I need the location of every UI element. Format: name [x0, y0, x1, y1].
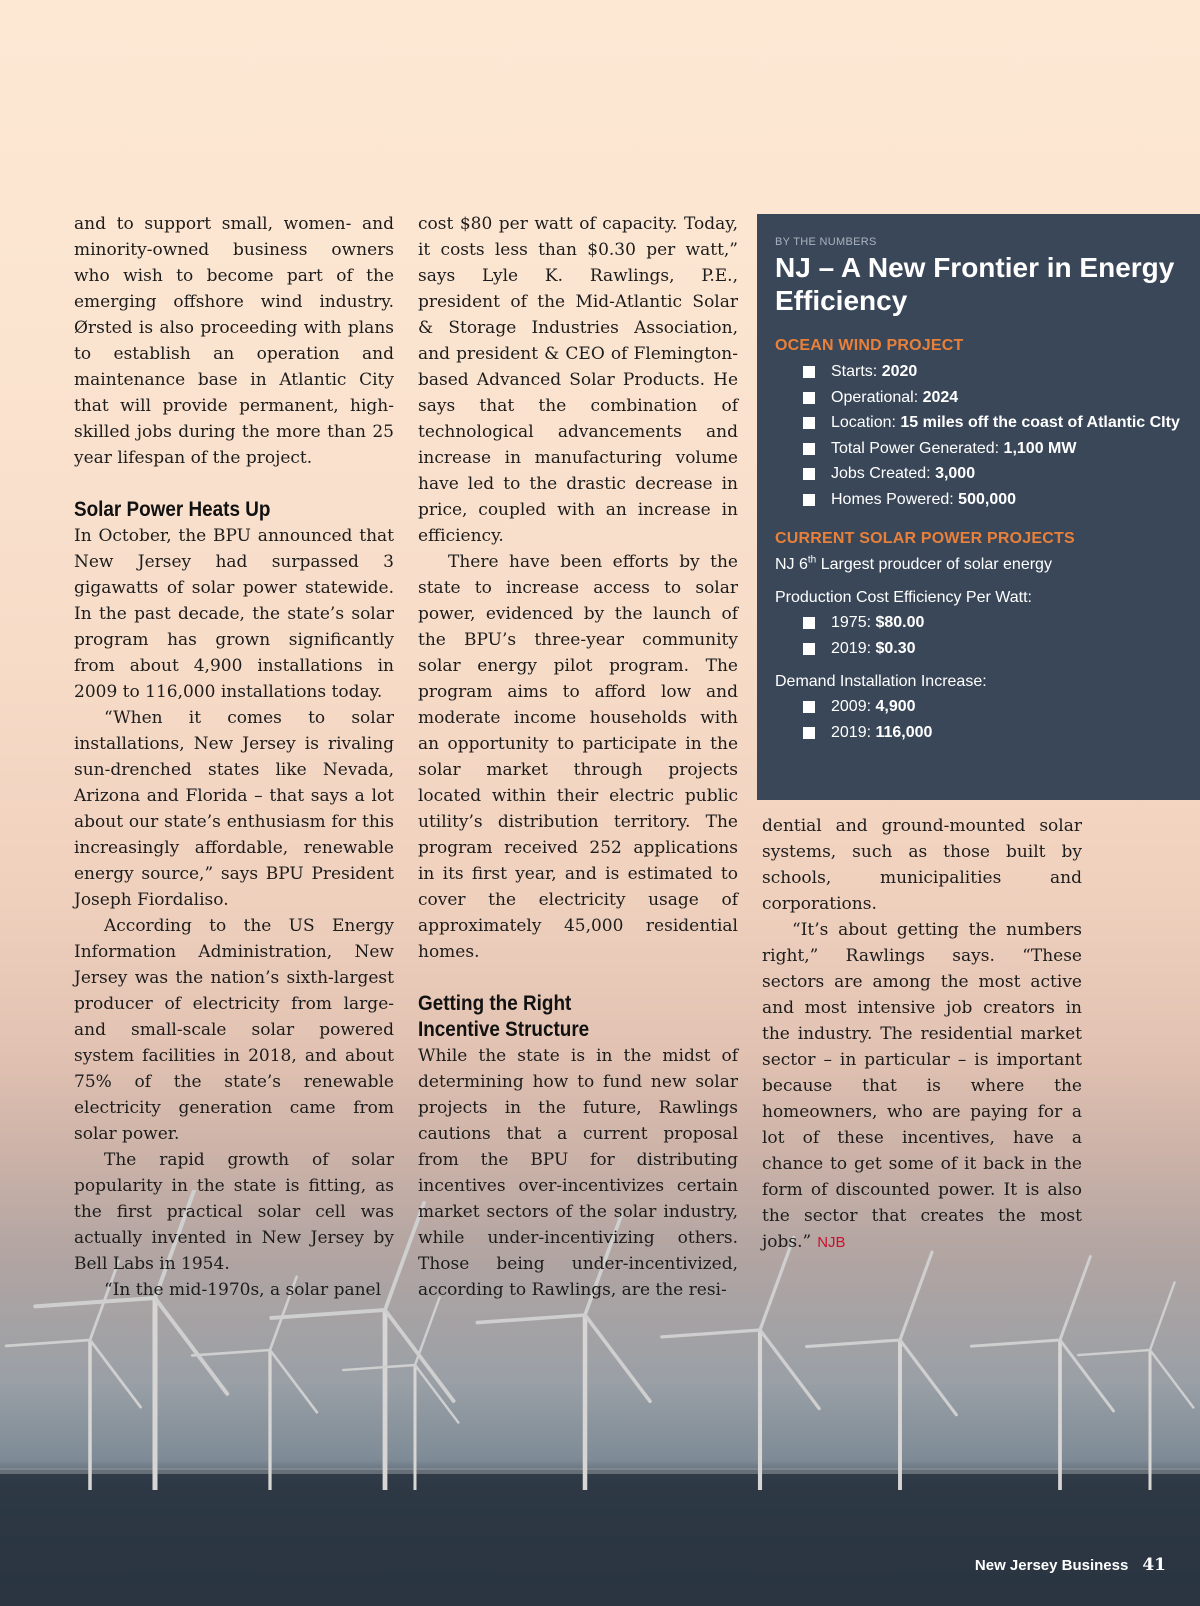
- turbine-blade: [1060, 1340, 1113, 1411]
- turbine-blade: [1078, 1350, 1150, 1355]
- list-item: [803, 610, 1184, 636]
- turbine-blade: [585, 1315, 650, 1401]
- article-column-3: [762, 813, 1082, 1256]
- njb-signoff: NJB: [817, 1234, 846, 1251]
- list-item: [803, 720, 1184, 746]
- item-label: Location:: [831, 414, 901, 431]
- page-footer: [975, 1555, 1166, 1575]
- ocean-wind-heading: OCEAN WIND PROJECT: [775, 337, 964, 354]
- turbine-blade: [415, 1297, 440, 1365]
- turbine-blade: [971, 1340, 1060, 1346]
- item-value: 3,000: [935, 465, 976, 482]
- article-column-1: [74, 211, 394, 1303]
- item-value: 2020: [881, 363, 918, 380]
- bullet-square-icon: [803, 701, 815, 713]
- quote-text: “It’s about getting the numbers right,” Rawlings says. “These sectors are among the most active and most intensive job creators in the industry. The residential market sector – in particular – is important because that is where the homeowners, who are paying for a lot of these incentives, have a chance to get some of it back in the form of discounted power. It is also the sector that creates the most jobs.”: [762, 920, 1082, 1252]
- heading-line: Getting the Right: [418, 992, 572, 1015]
- bullet-square-icon: [803, 727, 815, 739]
- page-number: 41: [1142, 1555, 1166, 1575]
- item-label: Operational:: [831, 388, 923, 406]
- sidebar-title: NJ – A New Frontier in Energy Efficiency: [775, 252, 1175, 316]
- paragraph: and to support small, women- and minority-owned business owners who wish to become part of the emerging offshore wind industry. Ørsted is also proceeding with plans to establish an operation and maintenance base in Atlantic City that will provide permanent, high-skilled jobs during the more than 25 year lifespan of the project.: [74, 214, 394, 468]
- rank-suffix: Largest proudcer of solar energy: [816, 556, 1052, 573]
- paragraph: [762, 917, 1082, 1256]
- item-label: Homes Powered:: [831, 490, 959, 508]
- sidebar-kicker: BY THE NUMBERS: [775, 236, 877, 248]
- turbine-blade: [760, 1330, 819, 1409]
- turbine-blade: [1150, 1282, 1175, 1350]
- by-the-numbers-sidebar: [757, 214, 1200, 800]
- list-item: [803, 461, 1184, 487]
- bullet-square-icon: [803, 494, 815, 506]
- paragraph: dential and ground-mounted solar systems, such as those built by schools, municipalities and corporations.: [762, 816, 1082, 914]
- paragraph: While the state is in the midst of determining how to fund new solar projects in the future, Rawlings cautions that a current proposal from the BPU for distributing incentives over-incentivizes certain market sectors of the solar industry, while under-incentivizing others. Those being under-incentivized, according to Rawlings, are the resi-: [418, 1046, 738, 1300]
- paragraph: The rapid growth of solar popularity in the state is fitting, as the first practical solar cell was actually invented in New Jersey by Bell Labs in 1954.: [74, 1150, 394, 1274]
- list-item: [803, 359, 1184, 385]
- turbine-blade: [155, 1298, 227, 1394]
- item-label: 1975:: [831, 614, 876, 631]
- item-label: Total Power Generated:: [831, 439, 1004, 457]
- turbine-blade: [1060, 1257, 1090, 1340]
- install-list: [775, 694, 1184, 745]
- turbine-blade: [343, 1365, 415, 1370]
- publication-name: New Jersey Business: [974, 1557, 1129, 1574]
- turbine-blade: [900, 1340, 956, 1415]
- paragraph: In October, the BPU announced that New Jersey had surpassed 3 gigawatts of solar power statewide. In the past decade, the state’s solar program has grown significantly from about 4,900 installations in 2009 to 116,000 installations today.: [74, 526, 394, 702]
- item-value: 1,100 MW: [1003, 439, 1077, 457]
- turbine-blade: [415, 1365, 458, 1423]
- item-value: 500,000: [958, 490, 1017, 508]
- turbine-blade: [477, 1315, 585, 1323]
- turbine-blade: [1150, 1350, 1193, 1408]
- item-value: 15 miles off the coast of Atlantic CIty: [900, 414, 1180, 431]
- item-value: $80.00: [875, 614, 925, 631]
- paragraph: cost $80 per watt of capacity. Today, it costs less than $0.30 per watt,” says Lyle K. Rawlings, P.E., president of the Mid-Atlantic Solar & Storage Industries Association, and president & CEO of Flemington-based Advanced Solar Products. He says that the combination of technological advancements and increase in manufacturing volume have led to the drastic decrease in price, coupled with an increase in efficiency.: [418, 214, 738, 546]
- cost-list: [775, 610, 1184, 661]
- rank-superscript: th: [807, 554, 817, 566]
- section-heading-solar: Solar Power Heats Up: [74, 498, 271, 521]
- item-label: 2019:: [831, 639, 876, 657]
- paragraph: There have been efforts by the state to increase access to solar power, evidenced by the launch of the BPU’s three-year community solar energy pilot program. The program aims to afford low and moderate income households with an opportunity to participate in the solar market through projects located within their electric public utility’s distribution territory. The program received 252 applications in its first year, and is estimated to cover the electricity usage of approximately 45,000 residential homes.: [418, 552, 738, 962]
- list-item: [803, 436, 1184, 462]
- list-item: [803, 385, 1184, 411]
- item-label: 2019:: [831, 723, 876, 741]
- bullet-square-icon: [803, 417, 815, 429]
- rank-prefix: NJ 6: [775, 556, 808, 573]
- cost-heading: Production Cost Efficiency Per Watt:: [775, 589, 1032, 606]
- list-item: [803, 636, 1184, 662]
- turbine-blade: [662, 1330, 760, 1337]
- item-label: 2009:: [831, 698, 876, 715]
- item-label: Jobs Created:: [831, 465, 936, 482]
- section-heading-incentive: [418, 991, 742, 1043]
- list-item: [803, 487, 1184, 513]
- item-value: 2024: [922, 388, 959, 406]
- bullet-square-icon: [803, 443, 815, 455]
- turbine-blade: [6, 1340, 90, 1346]
- solar-rank-line: [775, 552, 1184, 577]
- turbine-blade: [90, 1340, 141, 1407]
- article-column-2: [418, 211, 738, 1303]
- bullet-square-icon: [803, 617, 815, 629]
- list-item: [803, 410, 1184, 436]
- bullet-square-icon: [803, 643, 815, 655]
- turbine-blade: [270, 1350, 317, 1412]
- ocean-wind-list: [775, 359, 1184, 512]
- paragraph: “In the mid-1970s, a solar panel: [104, 1280, 382, 1300]
- solar-projects-heading: CURRENT SOLAR POWER PROJECTS: [775, 530, 1075, 547]
- bullet-square-icon: [803, 468, 815, 480]
- item-label: Starts:: [831, 363, 882, 380]
- bullet-square-icon: [803, 366, 815, 378]
- list-item: [803, 694, 1184, 720]
- item-value: 4,900: [875, 698, 916, 715]
- turbine-blade: [192, 1350, 270, 1355]
- heading-line: Incentive Structure: [418, 1018, 590, 1041]
- item-value: 116,000: [875, 723, 933, 741]
- bullet-square-icon: [803, 392, 815, 404]
- install-heading: Demand Installation Increase:: [775, 673, 987, 690]
- turbine-blade: [807, 1340, 900, 1347]
- turbine-blade: [900, 1252, 932, 1340]
- turbine-blade: [271, 1310, 385, 1318]
- paragraph: “When it comes to solar installations, New Jersey is rivaling sun-drenched states like Nevada, Arizona and Florida – that says a lot about our state’s enthusiasm for this increasingly affordable, renewable energy source,” says BPU President Joseph Fiordaliso.: [74, 708, 394, 910]
- paragraph: According to the US Energy Information Administration, New Jersey was the nation’s sixth-largest producer of electricity from large- and small-scale solar powered system facilities in 2018, and about 75% of the state’s renewable electricity generation came from solar power.: [74, 916, 394, 1144]
- item-value: $0.30: [875, 639, 916, 657]
